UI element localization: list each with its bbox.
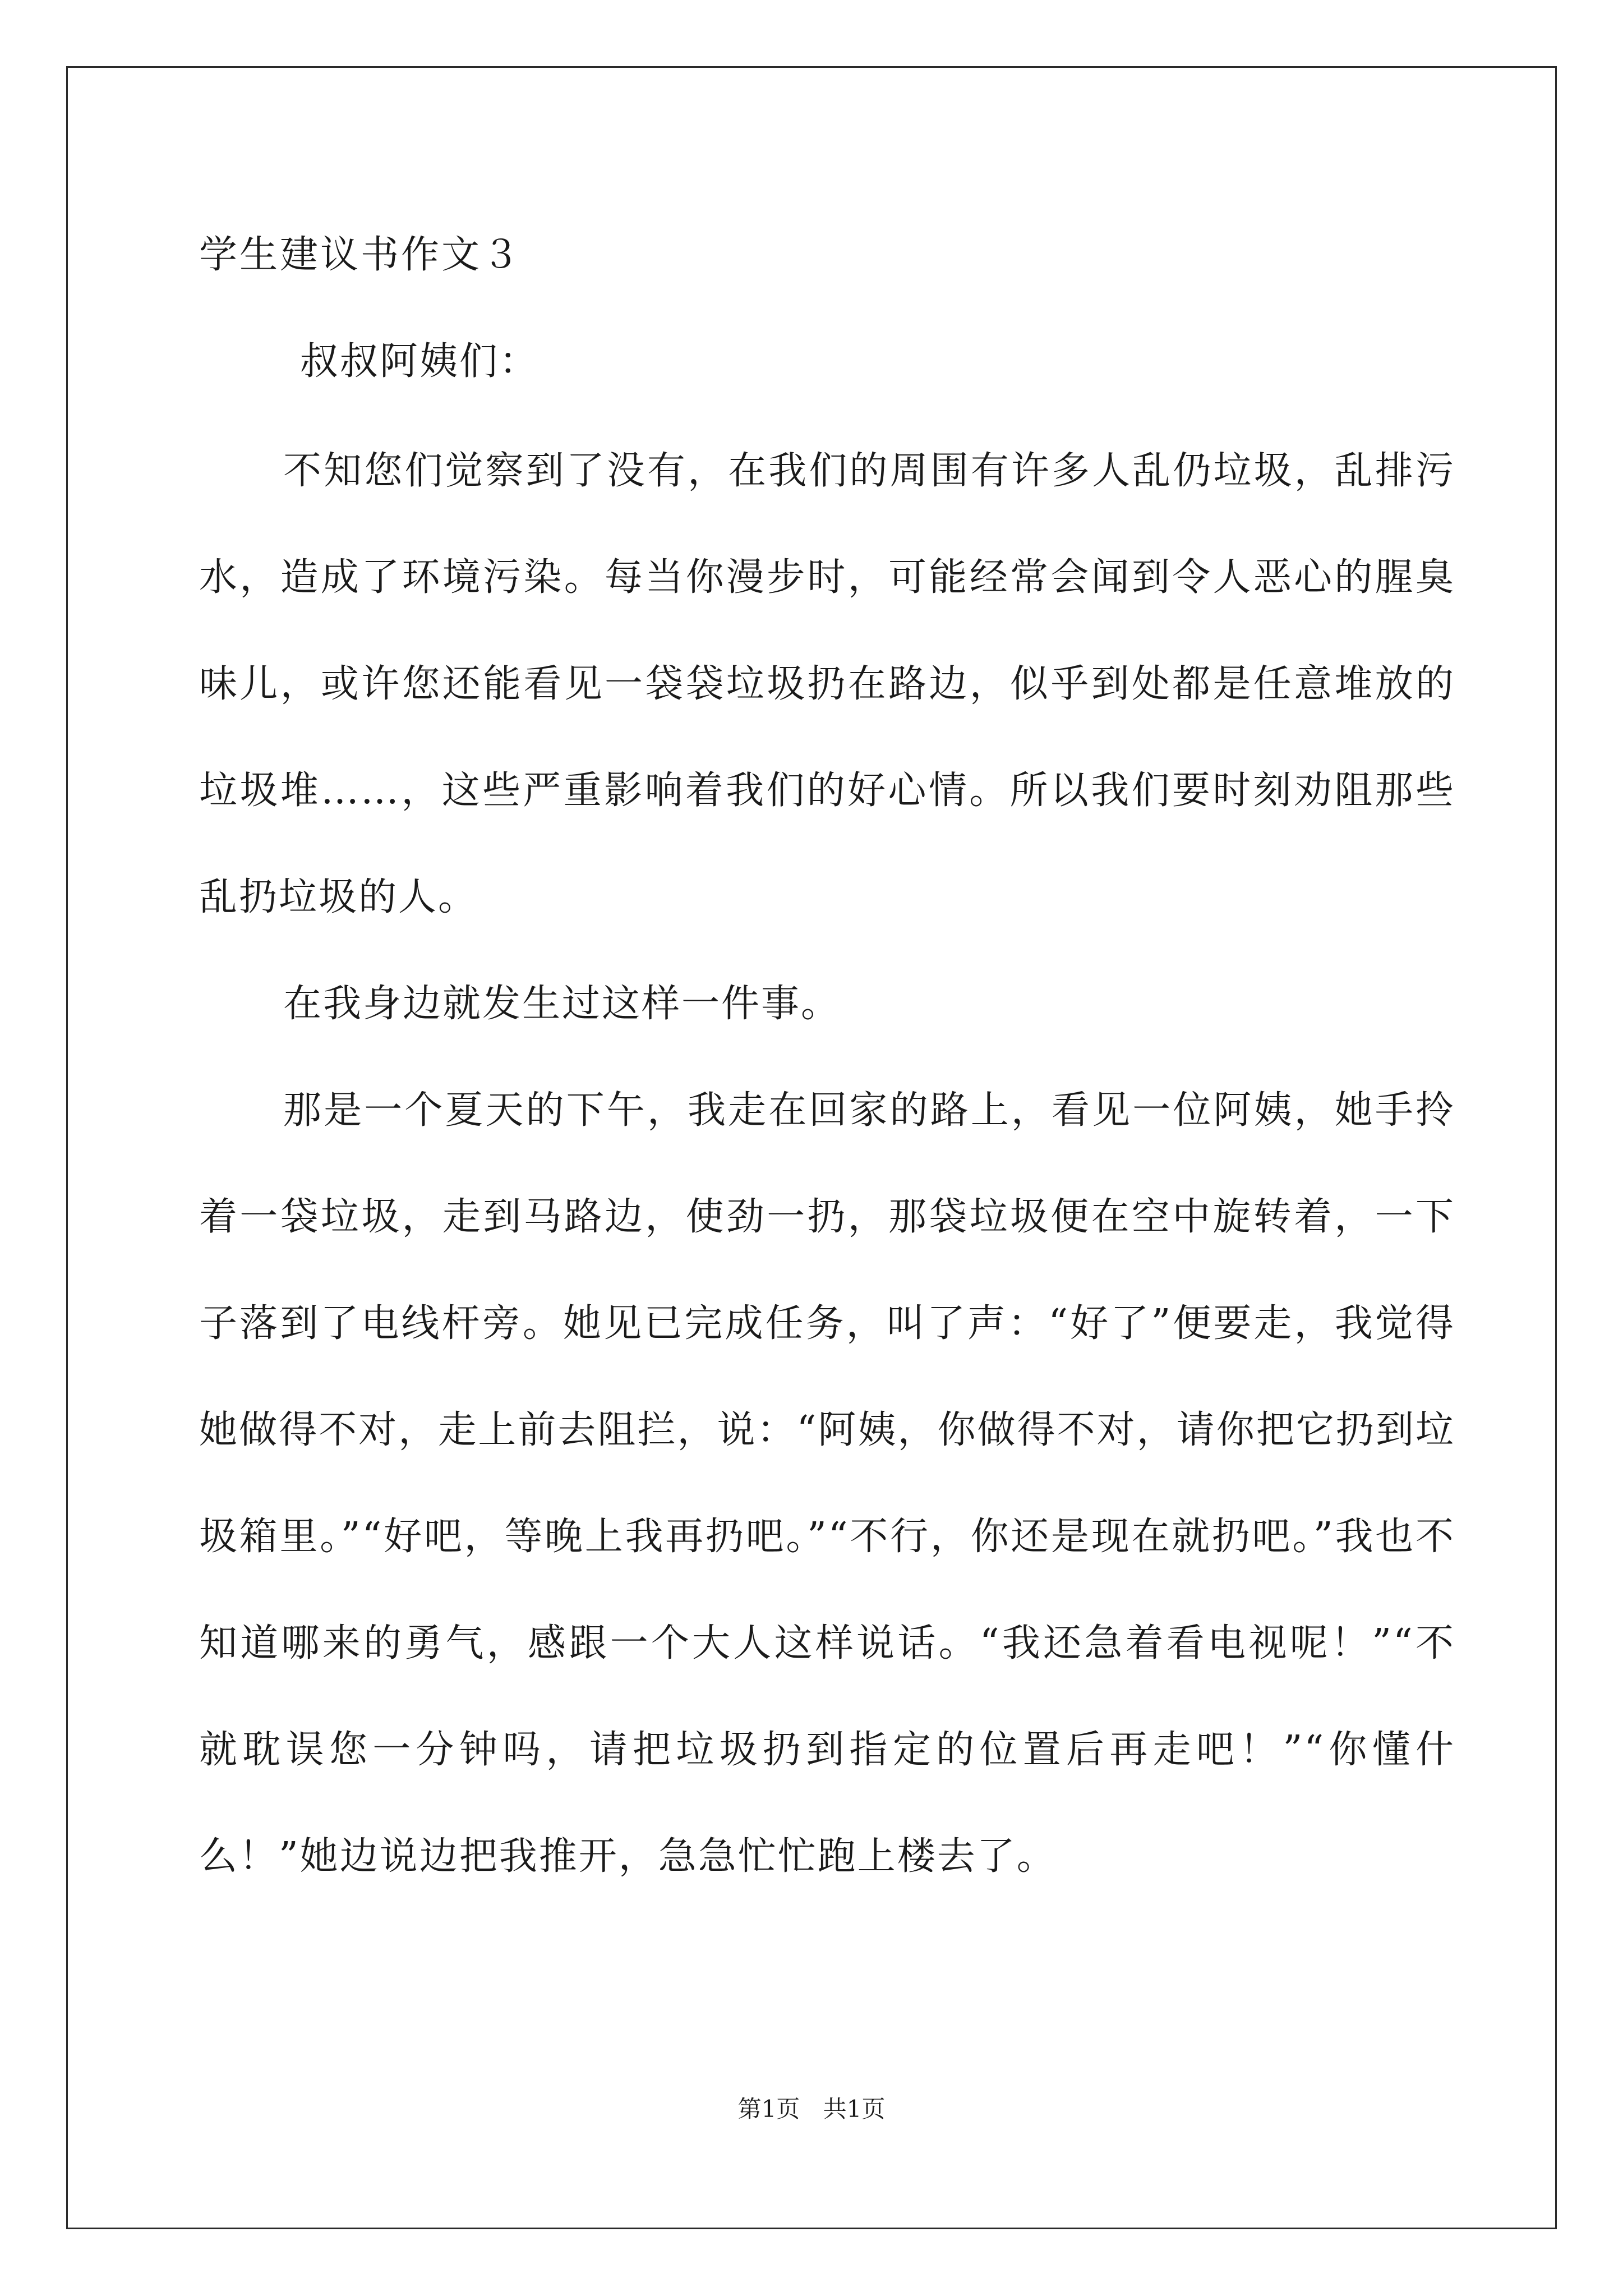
page-footer xyxy=(0,2092,1623,2126)
paragraph-1: 不知您们觉察到了没有，在我们的周围有许多人乱仍垃圾，乱排污水，造成了环境污染。每当你漫步时，可能经常会闻到令人恶心的腥臭味儿，或许您还能看见一袋袋垃圾扔在路边，似乎到处都是任意堆放的垃圾堆……，这些严重影响着我们的好心情。所以我们要时刻劝阻那些乱扔垃圾的人。 xyxy=(199,449,1455,919)
page-number: 第1页 xyxy=(737,2095,800,2123)
paragraph-2: 在我身边就发生过这样一件事。 xyxy=(283,982,841,1026)
document-title: 学生建议书作文３ xyxy=(199,233,523,277)
page-total: 共1页 xyxy=(823,2095,886,2123)
greeting: 叔叔阿姨们： xyxy=(300,339,540,384)
paragraph-3: 那是一个夏天的下午，我走在回家的路上，看见一位阿姨，她手拎着一袋垃圾，走到马路边，使劲一扔，那袋垃圾便在空中旋转着，一下子落到了电线杆旁。她见已完成任务，叫了声：“好了”便要走，我觉得她做得不对，走上前去阻拦，说：“阿姨，你做得不对，请你把它扔到垃圾箱里。”“好吧，等晚上我再扔吧。”“不行，你还是现在就扔吧。”我也不知道哪来的勇气，感跟一个大人这样说话。“我还急着看电视呢！”“不就耽误您一分钟吗，请把垃圾扔到指定的位置后再走吧！”“你懂什么！”她边说边把我推开，急急忙忙跑上楼去了。 xyxy=(199,1088,1455,1879)
document-body xyxy=(199,205,1455,1910)
